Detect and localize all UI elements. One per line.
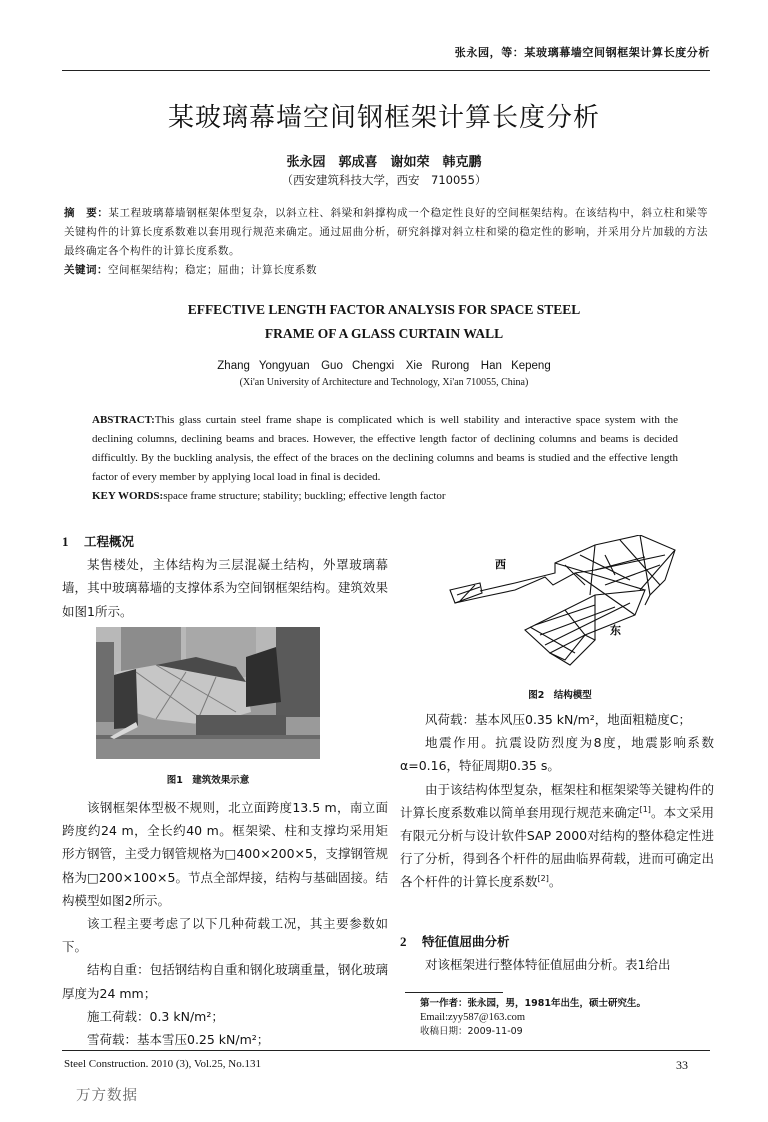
paper-title-en: [0, 298, 768, 346]
section-2-heading: [400, 930, 714, 953]
label-west: 西: [495, 558, 506, 571]
wanfang-watermark: 万方数据: [76, 1088, 138, 1104]
abstract-en-label: ABSTRACT:: [92, 414, 155, 426]
para-4-text-c: 。: [548, 874, 562, 890]
section-1-para-4: [400, 778, 714, 894]
header-rule: [62, 70, 710, 71]
load-dead: 结构自重：包括钢结构自重和钢化玻璃重量，钢化玻璃厚度为24 mm；: [62, 962, 388, 1001]
footnote-email[interactable]: Email:zyy587@163.com: [420, 1012, 526, 1023]
para-4-text-b: 。本文采用有限元分析与设计软件SAP 2000对结构的整体稳定性进行了分析，得到各个杆件的屈曲临界荷载，进而可确定出各个杆件的计算长度系数: [400, 804, 714, 890]
figure-1-caption: 图1 建筑效果示意: [166, 775, 250, 786]
para-4-text-a: 由于该结构体型复杂，框架柱和框架梁等关键构件的计算长度系数难以简单套用现行规范来确定: [400, 781, 714, 820]
footnote-author: 第一作者：张永园，男，1981年出生，硕士研究生。: [420, 998, 646, 1009]
footnote-rule: [405, 992, 503, 993]
footer-rule: [62, 1050, 710, 1051]
left-column-bottom: [62, 796, 388, 1051]
author-footnote: [420, 997, 710, 1039]
section-1-para-1: 某售楼处，主体结构为三层混凝土结构，外罩玻璃幕墙，其中玻璃幕墙的支撑体系为空间钢框架结构。建筑效果如图1所示。: [62, 557, 388, 619]
section-1-para-3: 该工程主要考虑了以下几种荷载工况，其主要参数如下。: [62, 916, 388, 955]
keywords-en: space frame structure; stability; buckling; effective length factor: [163, 490, 446, 502]
right-column-bottom: [400, 930, 714, 976]
journal-citation: Steel Construction. 2010 (3), Vol.25, No.131: [64, 1058, 261, 1070]
load-snow: 雪荷载：基本雪压0.25 kN/m²；: [87, 1032, 270, 1048]
keywords-cn-label: 关键词：: [64, 264, 108, 276]
abstract-en-text: This glass curtain steel frame shape is complicated which is well stability and interactive space system with the declining columns, declining beams and braces. However, the effective length factor of declining columns and beams is decided difficultly. By the buckling analysis, the effect of the braces on the declining columns and beams is studied and the effective length factor of every member by applying local load in final is decided.: [92, 414, 678, 483]
page-number: 33: [676, 1058, 688, 1072]
title-en-line1: EFFECTIVE LENGTH FACTOR ANALYSIS FOR SPACE STEEL: [187, 302, 581, 317]
section-1-heading: [62, 530, 388, 553]
load-construction: 施工荷载：0.3 kN/m²；: [87, 1008, 224, 1024]
affiliation-cn: （西安建筑科技大学，西安 710055）: [281, 173, 487, 187]
authors-en: Zhang Yongyuan Guo Chengxi Xie Rurong Han Kepeng: [217, 360, 551, 372]
authors-cn: 张永园 郭成喜 谢如荣 韩克鹏: [286, 155, 482, 170]
label-east: 东: [610, 624, 621, 637]
left-column-top: [62, 530, 388, 623]
figure-1-building-photo: [96, 627, 320, 759]
abstract-en: [92, 411, 678, 506]
running-head: 张永园，等：某玻璃幕墙空间钢框架计算长度分析: [454, 46, 710, 59]
keywords-cn: 空间框架结构；稳定；屈曲；计算长度系数: [108, 264, 317, 276]
title-en-line2: FRAME OF A GLASS CURTAIN WALL: [264, 326, 504, 341]
figure-2-caption: 图2 结构模型: [528, 690, 592, 701]
section-1-para-2: 该钢框架体型极不规则，北立面跨度13.5 m，南立面跨度约24 m，全长约40 m。框架梁、柱和支撑均采用矩形方钢管，主受力钢管规格为□400×200×5，支撑钢管规格为□200×100×5。节点全部焊接，结构与基础固接。结构模型如图2所示。: [62, 800, 388, 908]
affiliation-en: (Xi'an University of Architecture and Technology, Xi'an 710055, China): [239, 377, 529, 388]
building-photo-image: [96, 627, 320, 759]
right-column-top: [400, 708, 714, 894]
section-2-title: 特征值屈曲分析: [422, 934, 510, 949]
abstract-cn-text: 某工程玻璃幕墙钢框架体型复杂，以斜立柱、斜梁和斜撑构成一个稳定性良好的空间框架结构。在该结构中，斜立柱和梁等关键构件的计算长度系数难以套用现行规范来确定。通过屈曲分析，研究斜撑对斜立柱和梁的稳定性的影响，并采用分片加载的方法最终确定各个构件的计算长度系数。: [64, 207, 708, 257]
paper-title-cn: 某玻璃幕墙空间钢框架计算长度分析: [167, 103, 600, 133]
figure-2-structure-model: [445, 535, 695, 670]
load-wind: 风荷载：基本风压0.35 kN/m²，地面粗糙度C；: [425, 712, 692, 727]
structure-wireframe-diagram: [445, 535, 695, 670]
keywords-en-label: KEY WORDS:: [92, 490, 164, 502]
section-1-title: 工程概况: [84, 534, 135, 549]
abstract-cn: [64, 204, 708, 280]
citation-2: [2]: [537, 874, 549, 884]
section-1-number: 1: [62, 534, 69, 549]
section-2-para-1: 对该框架进行整体特征值屈曲分析。表1给出: [425, 957, 671, 973]
citation-1: [1]: [639, 804, 651, 814]
abstract-cn-label: 摘 要：: [64, 207, 109, 219]
section-2-number: 2: [400, 934, 407, 949]
footnote-received: 收稿日期：2009-11-09: [420, 1026, 523, 1037]
load-seismic: 地震作用。抗震设防烈度为8度，地震影响系数α=0.16，特征周期0.35 s。: [400, 735, 714, 774]
